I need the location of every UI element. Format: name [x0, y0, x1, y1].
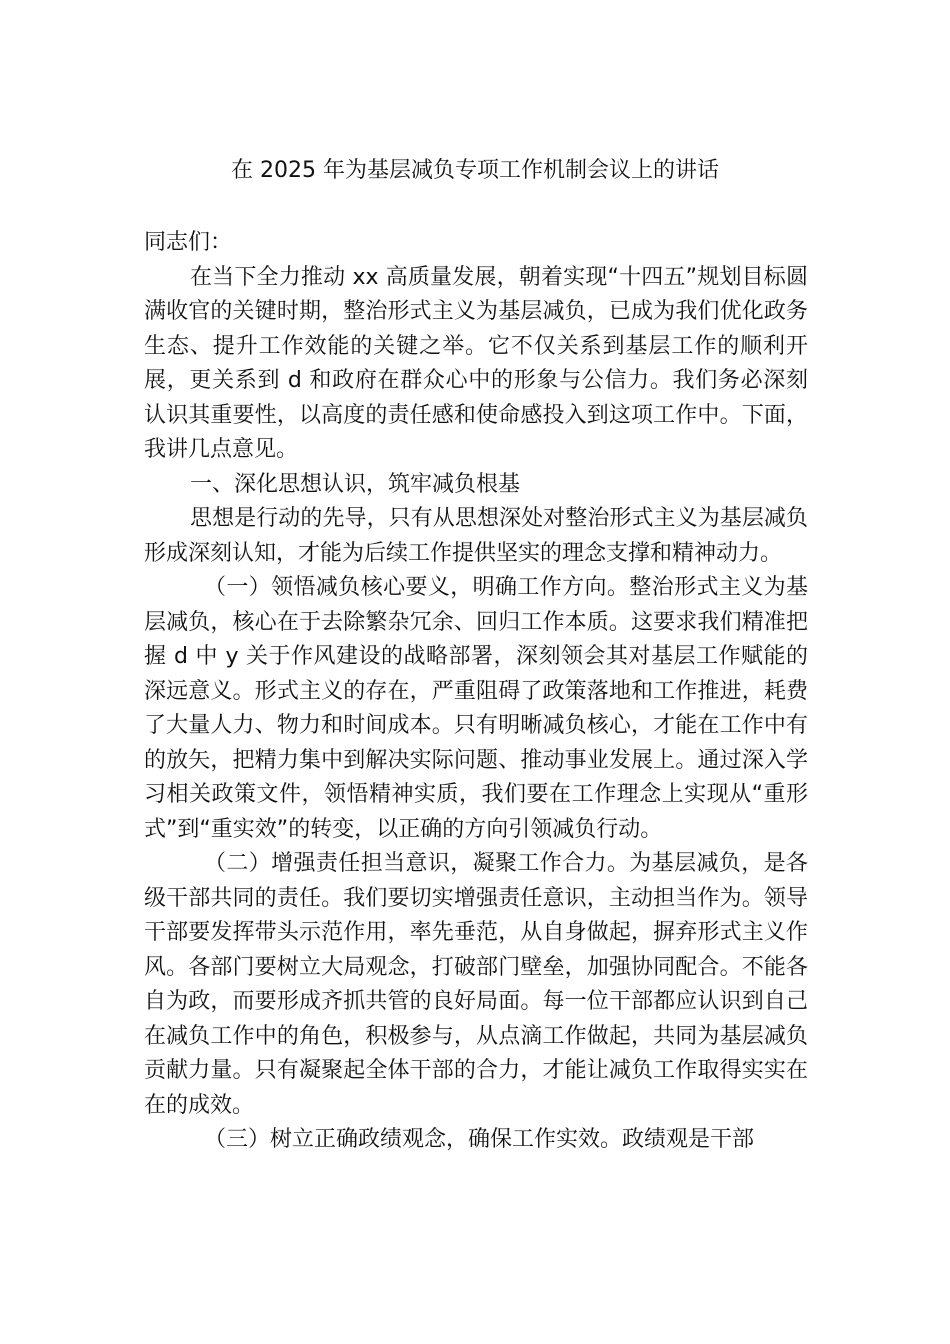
paragraph-item-1: （一）领悟减负核心要义，明确工作方向。整治形式主义为基层减负，核心在于去除繁杂冗余、回归工作本质。这要求我们精准把握 d 中 y 关于作风建设的战略部署，深刻领会其对基层工作赋能的深远意义。形式主义的存在，严重阻碍了政策落地和工作推进，耗费了大量人力、物力和时间成本。只有明晰减负核心，才能在工作中有的放矢，把精力集中到解决实际问题、推动事业发展上。通过深入学习相关政策文件，领悟精神实质，我们要在工作理念上实现从“重形式”到“重实效”的转变，以正确的方向引领减负行动。 [144, 575, 808, 842]
paragraph-section-1-intro: 思想是行动的先导，只有从思想深处对整治形式主义为基层减负形成深刻认知，才能为后续工作提供坚实的理念支撑和精神动力。 [144, 506, 808, 566]
paragraph-item-3: （三）树立正确政绩观念，确保工作实效。政绩观是干部 [204, 1127, 755, 1152]
document-title: 在 2025 年为基层减负专项工作机制会议上的讲话 [231, 158, 719, 183]
paragraph-item-2: （二）增强责任担当意识，凝聚工作合力。为基层减负，是各级干部共同的责任。我们要切实增强责任意识，主动担当作为。领导干部要发挥带头示范作用，率先垂范，从自身做起，摒弃形式主义作风。各部门要树立大局观念，打破部门壁垒，加强协同配合。不能各自为政，而要形成齐抓共管的良好局面。每一位干部都应认识到自己在减负工作中的角色，积极参与，从点滴工作做起，共同为基层减负贡献力量。只有凝聚起全体干部的合力，才能让减负工作取得实实在在的成效。 [144, 851, 808, 1118]
salutation: 同志们： [144, 230, 233, 255]
section-heading-1: 一、深化思想认识，筑牢减负根基 [190, 471, 521, 497]
document-body [144, 226, 808, 1158]
paragraph-intro: 在当下全力推动 xx 高质量发展，朝着实现“十四五”规划目标圆满收官的关键时期，整治形式主义为基层减负，已成为我们优化政务生态、提升工作效能的关键之举。它不仅关系到基层工作的顺利开展，更关系到 d 和政府在群众心中的形象与公信力。我们务必深刻认识其重要性，以高度的责任感和使命感投入到这项工作中。下面，我讲几点意见。 [144, 264, 808, 462]
